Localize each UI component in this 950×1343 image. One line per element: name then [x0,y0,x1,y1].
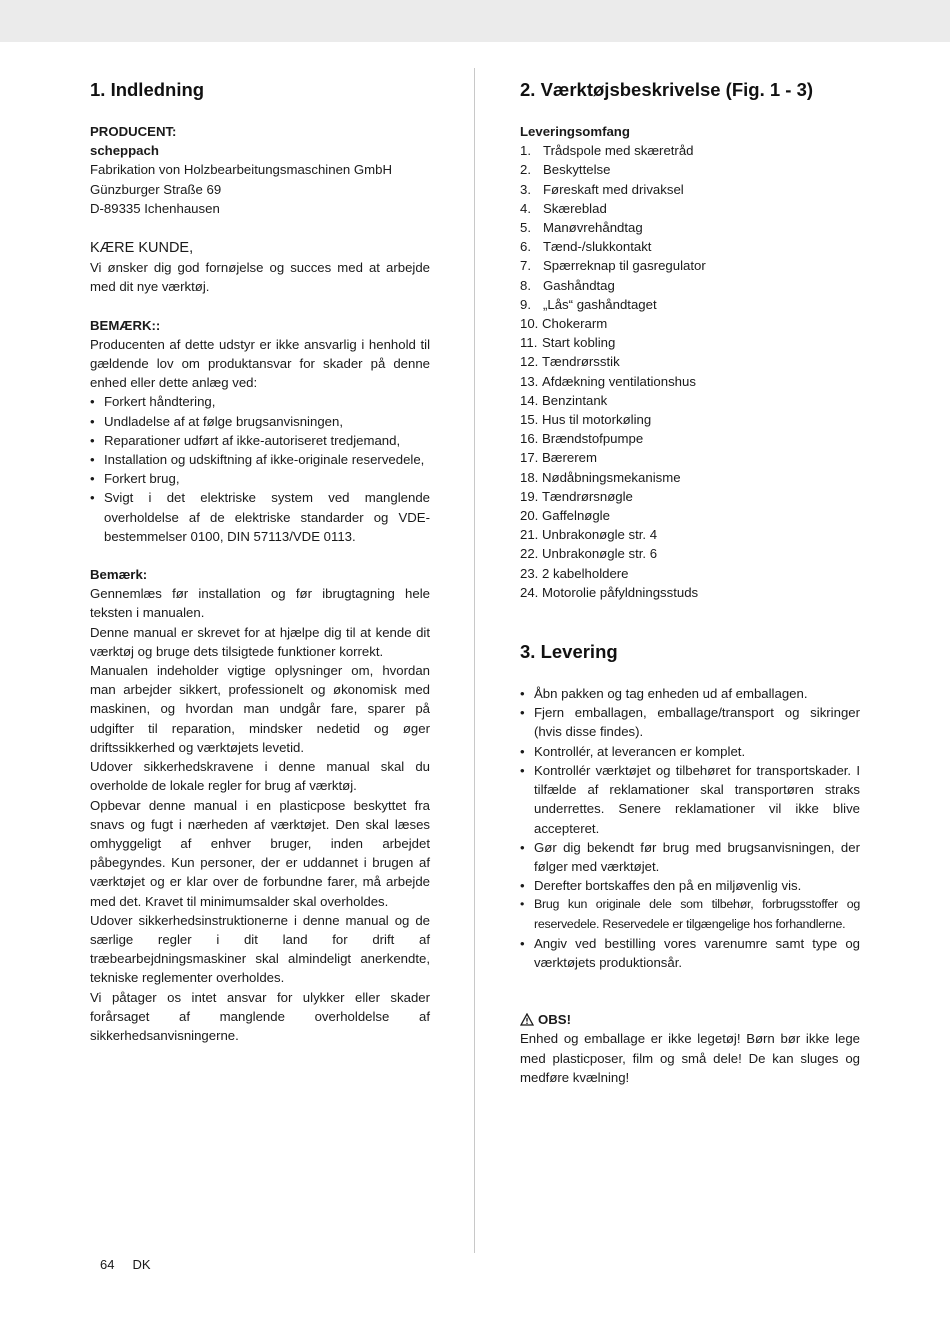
item-number: 16. [520,431,539,447]
list-item: • Reparationer udført af ikke-autoriseret tredjemand, [90,431,430,450]
item-number: 9. [520,296,531,312]
producer-line: Fabrikation von Holzbearbeitungsmaschinen GmbH [90,162,392,178]
section-heading-delivery: 3. Levering [520,641,618,663]
producer-name: scheppach [90,143,159,159]
list-item: • Gør dig bekendt før brug med brugsanvisningen, der følger med værktøjet. [520,838,860,876]
item-number: 18. [520,469,539,485]
item-text: Motorolie påfyldningsstuds [542,584,699,600]
item-text: Start kobling [542,335,616,351]
note2-paragraph: Vi påtager os intet ansvar for ulykker eller skader forårsaget af manglende overholdelse af sikkerhedsanvisningerne. [90,989,430,1043]
parts-list [520,141,860,602]
language-code: DK [132,1257,151,1272]
top-band [0,0,950,42]
note2-paragraph: Opbevar denne manual i en plasticpose beskyttet fra snavs og fugt i nærheden af værktøjet. Den skal læses omhyggeligt af enhver bruger, inden arbejdet påbegyndes. Kun personer, der er uddannet i brugen af værktøjet og er klar over de forbundne farer, må arbejde med det. Kravet til minimumsalder skal overholdes. [90,797,430,909]
item-number: 21. [520,527,539,543]
item-text: 2 kabelholdere [542,565,629,581]
item-text: Føreskaft med drivaksel [543,181,684,197]
item-number: 17. [520,450,539,466]
parts-list-item [520,180,860,199]
note2-label: Bemærk: [90,567,148,583]
item-number: 7. [520,258,531,274]
item-text: Tændrørsnøgle [542,488,633,504]
item-number: 11. [520,335,538,351]
item-text: „Lås“ gashåndtaget [543,296,657,312]
item-text: Beskyttelse [543,162,611,178]
item-text: Benzintank [542,392,608,408]
obs-label: OBS! [538,1012,571,1028]
item-number: 13. [520,373,539,389]
item-number: 3. [520,181,531,197]
parts-list-item [520,141,860,160]
item-number: 5. [520,220,531,236]
item-number: 15. [520,412,539,428]
section-heading-introduction: 1. Indledning [90,79,205,100]
item-number: 1. [520,143,531,159]
left-column [90,68,430,1045]
delivery-list [520,684,860,972]
parts-list-item [520,506,860,525]
parts-list-item [520,352,860,371]
item-number: 4. [520,200,531,216]
parts-list-item [520,544,860,563]
list-item: • Forkert brug, [90,469,430,488]
parts-list-item [520,333,860,352]
item-number: 20. [520,508,539,524]
note-text: Producenten af dette udstyr er ikke ansvarlig i henhold til gældende lov om produktansvar for skader på denne enhed eller dette anlæg ved: [90,336,430,391]
item-text: Gashåndtag [543,277,615,293]
note2-paragraph: Manualen indeholder vigtige oplysninger om, hvordan man arbejder sikkert, professionelt og økonomisk med maskinen, og hvordan man undgår fare, sparer på udgifter til reparation, mindsker nedetid og øger driftssikkerhed og værktøjets levetid. [90,663,430,755]
item-text: Afdækning ventilationshus [542,373,696,389]
warning-icon [520,1013,534,1026]
item-number: 6. [520,239,531,255]
parts-list-item [520,583,860,602]
page-footer [100,1257,169,1272]
item-text: Manøvrehåndtag [543,220,643,236]
item-number: 12. [520,354,539,370]
list-item: • Installation og udskiftning af ikke-originale reservedele, [90,450,430,469]
note2-paragraph: Gennemlæs før installation og før ibrugtagning hele teksten i manualen. [90,586,430,621]
scope-label: Leveringsomfang [520,124,630,139]
right-column [520,68,860,1087]
obs-text: Enhed og emballage er ikke legetøj! Børn bør ikke lege med plasticposer, film og små dele! De kan sluges og medføre kvælning! [520,1031,860,1085]
list-item: • Undladelse af at følge brugsanvisningen, [90,412,430,431]
parts-list-item [520,372,860,391]
parts-list-item [520,410,860,429]
list-item: • Brug kun originale dele som tilbehør, forbrugsstoffer og reservedele. Reservedele er tilgængelige hos forhandlerne. [520,895,860,933]
producer-line: D-89335 Ichenhausen [90,200,220,216]
item-number: 19. [520,488,539,504]
item-number: 24. [520,584,539,600]
list-item: • Svigt i det elektriske system ved manglende overholdelse af de elektriske standarder og VDE-bestemmelser 0100, DIN 57113/VDE 0113. [90,488,430,546]
list-item: • Kontrollér, at leverancen er komplet. [520,742,860,761]
parts-list-item [520,564,860,583]
item-text: Spærreknap til gasregulator [543,258,706,274]
item-text: Tændrørsstik [542,354,620,370]
producer-label: PRODUCENT: [90,124,177,139]
parts-list-item [520,276,860,295]
item-number: 8. [520,277,531,293]
parts-list-item [520,487,860,506]
item-text: Hus til motorkøling [542,412,652,428]
parts-list-item [520,468,860,487]
parts-list-item [520,237,860,256]
note-label: BEMÆRK:: [90,317,161,333]
item-text: Brændstofpumpe [542,431,644,447]
item-number: 14. [520,392,539,408]
list-item: • Åbn pakken og tag enheden ud af emballagen. [520,684,860,703]
note2-paragraph: Udover sikkerhedskravene i denne manual skal du overholde de lokale regler for brug af værktøj. [90,759,430,794]
item-text: Tænd-/slukkontakt [543,239,652,255]
list-item: • Fjern emballagen, emballage/transport og sikringer (hvis disse findes). [520,703,860,741]
item-text: Gaffelnøgle [542,508,610,524]
dear-customer-heading: KÆRE KUNDE, [90,240,194,257]
item-number: 10. [520,316,539,332]
item-text: Chokerarm [542,316,608,332]
list-item: • Angiv ved bestilling vores varenumre samt type og værktøjets produktionsår. [520,934,860,972]
item-number: 22. [520,546,539,562]
parts-list-item [520,314,860,333]
parts-list-item [520,295,860,314]
item-number: 23. [520,565,539,581]
column-divider [474,68,475,1253]
parts-list-item [520,448,860,467]
item-text: Trådspole med skæretråd [543,143,694,159]
list-item: • Kontrollér værktøjet og tilbehøret for transportskader. I tilfælde af reklamationer skal transportøren straks underrettes. Senere reklamationer vil ikke blive accepteret. [520,761,860,838]
note2-paragraph: Udover sikkerhedsinstruktionerne i denne manual og de særlige regler i dit land for drift af træbearbejdningsmaskiner skal almindeligt anerkendte, tekniske reglementer overholdes. [90,912,430,986]
list-item: • Forkert håndtering, [90,392,430,411]
item-text: Bærerem [542,450,597,466]
item-text: Nødåbningsmekanisme [542,469,681,485]
item-number: 2. [520,162,531,178]
parts-list-item [520,218,860,237]
parts-list-item [520,199,860,218]
obs-heading [520,1010,860,1029]
parts-list-item [520,160,860,179]
section-heading-tool-description: 2. Værktøjsbeskrivelse (Fig. 1 - 3) [520,79,814,100]
item-text: Unbrakonøgle str. 4 [542,527,658,543]
parts-list-item [520,429,860,448]
item-text: Unbrakonøgle str. 6 [542,546,658,562]
page-number: 64 [100,1257,115,1272]
dear-customer-text: Vi ønsker dig god fornøjelse og succes med at arbejde med dit nye værktøj. [90,260,430,295]
item-text: Skæreblad [543,200,607,216]
list-item: • Derefter bortskaffes den på en miljøvenlig vis. [520,876,860,895]
note2-paragraph: Denne manual er skrevet for at hjælpe dig til at kende dit værktøj og bruge dets tilsigtede funktioner korrekt. [90,624,430,659]
parts-list-item [520,391,860,410]
producer-line: Günzburger Straße 69 [90,181,222,197]
parts-list-item [520,525,860,544]
parts-list-item [520,256,860,275]
liability-list [90,392,430,546]
